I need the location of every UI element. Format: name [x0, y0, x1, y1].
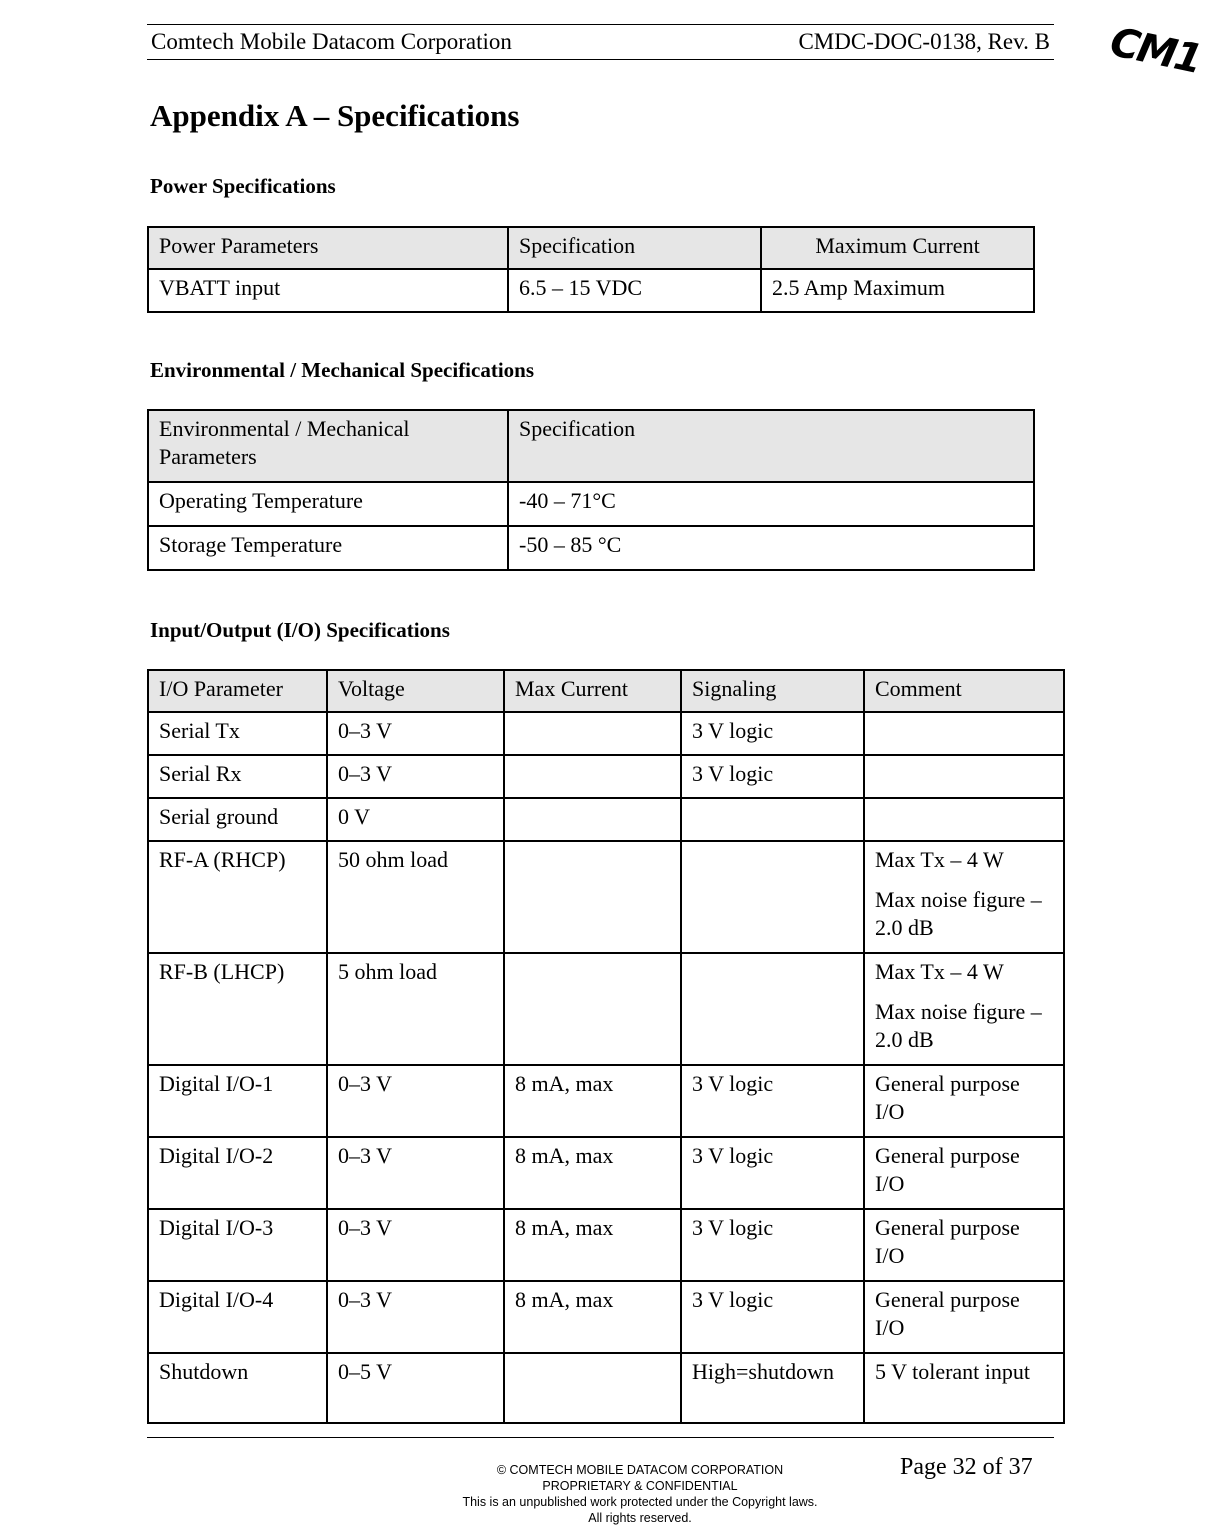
table-row — [148, 712, 1064, 755]
table-cell — [864, 953, 1064, 1065]
column-header: Max Current — [504, 670, 681, 712]
table-cell: 0–3 V — [327, 1209, 504, 1281]
page-number: Page 32 of 37 — [900, 1454, 1033, 1480]
table-row — [148, 798, 1064, 841]
table-row — [148, 841, 1064, 953]
column-header: Power Parameters — [148, 227, 508, 269]
table-row — [148, 482, 1034, 526]
column-header: Environmental / Mechanical Parameters — [148, 410, 508, 482]
table-row — [148, 1137, 1064, 1209]
table-cell: Digital I/O-4 — [148, 1281, 327, 1353]
page-title: Appendix A – Specifications — [150, 98, 520, 133]
table-cell: 3 V logic — [681, 712, 864, 755]
header-row — [148, 227, 1034, 269]
table-cell: 0 V — [327, 798, 504, 841]
table-cell — [504, 841, 681, 953]
table-cell: RF-A (RHCP) — [148, 841, 327, 953]
header-row — [148, 670, 1064, 712]
table-cell: 8 mA, max — [504, 1137, 681, 1209]
table-cell: -40 – 71°C — [508, 482, 1034, 526]
table-cell: 0–3 V — [327, 712, 504, 755]
table-cell: 0–3 V — [327, 755, 504, 798]
table-cell — [864, 798, 1064, 841]
company-name: Comtech Mobile Datacom Corporation — [151, 29, 512, 54]
cell-line: Max noise figure – 2.0 dB — [875, 887, 1042, 940]
footer-copyright — [440, 1462, 840, 1526]
cell-line: Max Tx – 4 W — [875, 959, 1004, 984]
footer-line: All rights reserved. — [588, 1511, 692, 1525]
table-cell: Digital I/O-1 — [148, 1065, 327, 1137]
cm1-logo: CM1 — [1106, 19, 1205, 83]
table-cell — [504, 798, 681, 841]
table-cell: -50 – 85 °C — [508, 526, 1034, 570]
column-header: I/O Parameter — [148, 670, 327, 712]
table-cell: 8 mA, max — [504, 1065, 681, 1137]
footer-line: This is an unpublished work protected under the Copyright laws. — [462, 1495, 818, 1509]
table-cell: Storage Temperature — [148, 526, 508, 570]
table-cell: 3 V logic — [681, 1137, 864, 1209]
table-cell: 2.5 Amp Maximum — [761, 269, 1034, 312]
table-cell: 3 V logic — [681, 1281, 864, 1353]
column-header: Specification — [508, 410, 1034, 482]
table-cell: 0–5 V — [327, 1353, 504, 1423]
table-cell — [864, 841, 1064, 953]
io-table — [147, 669, 1065, 1424]
footer-line: PROPRIETARY & CONFIDENTIAL — [542, 1479, 738, 1493]
column-header: Signaling — [681, 670, 864, 712]
table-cell: VBATT input — [148, 269, 508, 312]
table-cell: 3 V logic — [681, 1065, 864, 1137]
cell-line: Max Tx – 4 W — [875, 847, 1004, 872]
table-cell: General purpose I/O — [864, 1209, 1064, 1281]
table-cell — [504, 755, 681, 798]
table-cell: 8 mA, max — [504, 1281, 681, 1353]
table-cell: Serial Tx — [148, 712, 327, 755]
table-cell: 3 V logic — [681, 1209, 864, 1281]
table-cell: General purpose I/O — [864, 1065, 1064, 1137]
table-cell: 0–3 V — [327, 1137, 504, 1209]
table-cell: Digital I/O-3 — [148, 1209, 327, 1281]
table-cell — [864, 712, 1064, 755]
table-cell: High=shutdown — [681, 1353, 864, 1423]
column-header: Comment — [864, 670, 1064, 712]
table-cell — [504, 712, 681, 755]
table-cell: 5 V tolerant input — [864, 1353, 1064, 1423]
table-cell — [504, 1353, 681, 1423]
column-header: Specification — [508, 227, 761, 269]
table-cell: 0–3 V — [327, 1065, 504, 1137]
table-cell: 8 mA, max — [504, 1209, 681, 1281]
footer-line: © COMTECH MOBILE DATACOM CORPORATION — [496, 1463, 784, 1477]
table-cell — [864, 755, 1064, 798]
table-cell: RF-B (LHCP) — [148, 953, 327, 1065]
table-cell: 6.5 – 15 VDC — [508, 269, 761, 312]
table-cell: General purpose I/O — [864, 1137, 1064, 1209]
cell-line: Max noise figure – 2.0 dB — [875, 999, 1042, 1052]
power-heading: Power Specifications — [150, 174, 336, 198]
io-heading: Input/Output (I/O) Specifications — [150, 618, 450, 642]
column-header: Voltage — [327, 670, 504, 712]
footer-divider — [147, 1437, 1054, 1438]
table-cell: Serial Rx — [148, 755, 327, 798]
table-row — [148, 1209, 1064, 1281]
environmental-table — [147, 409, 1035, 571]
table-row — [148, 1353, 1064, 1423]
table-cell: Serial ground — [148, 798, 327, 841]
table-cell — [681, 953, 864, 1065]
table-cell: Operating Temperature — [148, 482, 508, 526]
table-cell: Digital I/O-2 — [148, 1137, 327, 1209]
column-header: Maximum Current — [761, 227, 1034, 269]
table-row — [148, 755, 1064, 798]
table-row — [148, 526, 1034, 570]
table-cell: 0–3 V — [327, 1281, 504, 1353]
page-header — [147, 24, 1054, 60]
table-cell — [681, 841, 864, 953]
table-cell: 3 V logic — [681, 755, 864, 798]
table-cell: 5 ohm load — [327, 953, 504, 1065]
environmental-heading: Environmental / Mechanical Specifications — [150, 358, 535, 382]
table-row — [148, 1065, 1064, 1137]
power-table — [147, 226, 1035, 313]
table-cell: General purpose I/O — [864, 1281, 1064, 1353]
table-cell: Shutdown — [148, 1353, 327, 1423]
header-row — [148, 410, 1034, 482]
table-row — [148, 953, 1064, 1065]
table-cell — [504, 953, 681, 1065]
table-cell: 50 ohm load — [327, 841, 504, 953]
document-id: CMDC-DOC-0138, Rev. B — [798, 29, 1050, 54]
table-cell — [681, 798, 864, 841]
table-row — [148, 269, 1034, 312]
table-row — [148, 1281, 1064, 1353]
